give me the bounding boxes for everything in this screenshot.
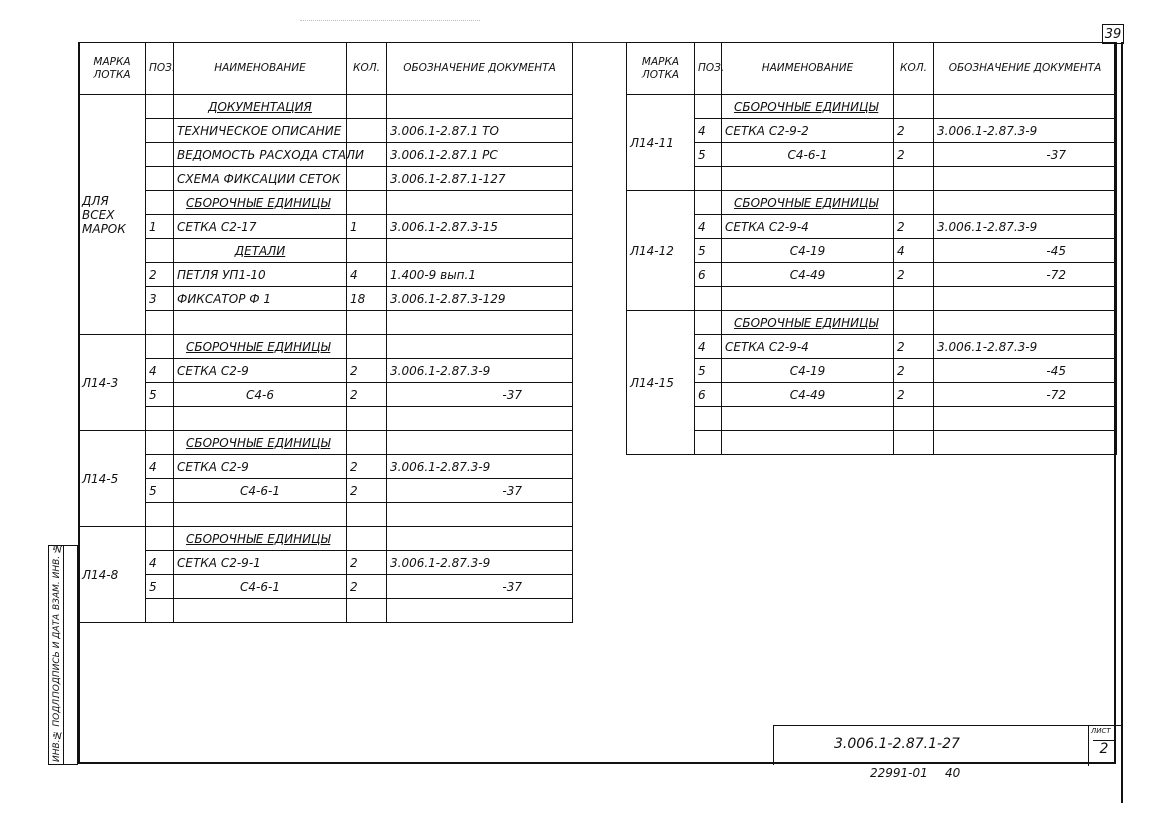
pos-cell [695,287,722,311]
pos-cell [146,407,174,431]
doc-cell [934,407,1117,431]
qty-cell: 2 [347,575,387,599]
qty-cell: 2 [894,383,934,407]
table-row [627,143,1117,167]
mark-cell: Л14-15 [627,311,695,455]
pos-cell: 2 [146,263,174,287]
archive-code: 22991-01 [870,766,928,780]
header-qty: КОЛ. [347,43,387,95]
doc-cell [387,527,573,551]
pos-cell: 4 [146,455,174,479]
qty-cell: 18 [347,287,387,311]
name-cell: СЕТКА С2-17 [174,215,347,239]
pos-cell: 4 [695,215,722,239]
doc-cell: 1.400-9 вып.1 [387,263,573,287]
name-cell: С4-49 [722,263,894,287]
doc-cell: -45 [934,359,1117,383]
name-cell: ТЕХНИЧЕСКОЕ ОПИСАНИЕ [174,119,347,143]
qty-cell [347,599,387,623]
pos-cell: 6 [695,383,722,407]
pos-cell [146,431,174,455]
pos-cell [146,191,174,215]
name-cell: С4-49 [722,383,894,407]
frame-right-line [1121,42,1123,803]
document-code: 3.006.1-2.87.1-27 [834,736,960,752]
section-heading: СБОРОЧНЫЕ ЕДИНИЦЫ [186,531,331,546]
pos-cell [695,95,722,119]
mark-cell: Л14-5 [79,431,146,527]
left-table-header [79,43,573,95]
section-heading: СБОРОЧНЫЕ ЕДИНИЦЫ [186,195,331,210]
table-row [79,383,573,407]
doc-cell: 3.006.1-2.87.3-9 [387,359,573,383]
table-row [79,335,573,359]
pos-cell: 4 [146,359,174,383]
right-spec-table [626,42,1117,455]
doc-cell [387,335,573,359]
name-cell: С4-19 [722,359,894,383]
doc-cell: -72 [934,263,1117,287]
sheet-box [1088,726,1122,766]
pos-cell: 6 [695,263,722,287]
name-cell: СЕТКА С2-9-4 [722,215,894,239]
doc-cell: 3.006.1-2.87.3-9 [934,335,1117,359]
table-row [627,383,1117,407]
table-row [79,527,573,551]
qty-cell: 2 [894,335,934,359]
pos-cell [695,191,722,215]
header-doc: ОБОЗНАЧЕНИЕ ДОКУМЕНТА [387,43,573,95]
pos-cell: 5 [146,479,174,503]
table-row [627,191,1117,215]
doc-cell: 3.006.1-2.87.3-9 [387,551,573,575]
section-heading: ДЕТАЛИ [234,243,286,258]
sheet-number: 2 [1093,740,1115,757]
name-cell: ВЕДОМОСТЬ РАСХОДА СТАЛИ [174,143,347,167]
qty-cell: 2 [894,119,934,143]
name-cell: С4-19 [722,239,894,263]
doc-cell: -37 [387,383,573,407]
side-stamp-vzam: ВЗАМ. ИНВ. № [52,543,62,610]
pos-cell: 1 [146,215,174,239]
pos-cell: 3 [146,287,174,311]
doc-cell: 3.006.1-2.87.3-9 [934,119,1117,143]
table-row [79,311,573,335]
qty-cell: 2 [894,143,934,167]
qty-cell [347,407,387,431]
section-heading: ДОКУМЕНТАЦИЯ [208,99,312,114]
name-cell: СЕТКА С2-9 [174,455,347,479]
mark-cell: Л14-3 [79,335,146,431]
name-cell [174,431,347,455]
name-cell [174,407,347,431]
name-cell [722,191,894,215]
header-mark: МАРКА ЛОТКА [79,43,146,95]
table-row [79,575,573,599]
name-cell: ФИКСАТОР Ф 1 [174,287,347,311]
pos-cell: 4 [695,119,722,143]
qty-cell: 2 [894,263,934,287]
left-spec-table [78,42,573,623]
pos-cell: 5 [695,239,722,263]
header-pos: ПОЗ. [146,43,174,95]
table-row [627,167,1117,191]
pos-cell: 4 [695,335,722,359]
name-cell [722,167,894,191]
qty-cell [347,191,387,215]
doc-cell: -72 [934,383,1117,407]
right-table-header [627,43,1117,95]
table-row [627,407,1117,431]
qty-cell: 2 [347,551,387,575]
name-cell: СЕТКА С2-9 [174,359,347,383]
qty-cell [347,311,387,335]
name-cell [174,239,347,263]
table-row [79,143,573,167]
qty-cell: 1 [347,215,387,239]
pos-cell [146,599,174,623]
section-heading: СБОРОЧНЫЕ ЕДИНИЦЫ [186,435,331,450]
header-mark: МАРКА ЛОТКА [627,43,695,95]
doc-cell [934,191,1117,215]
name-cell [722,287,894,311]
pos-cell [695,311,722,335]
qty-cell [347,527,387,551]
name-cell [722,407,894,431]
doc-cell: 3.006.1-2.87.3-9 [934,215,1117,239]
doc-cell [387,95,573,119]
table-row [79,407,573,431]
doc-cell: 3.006.1-2.87.3-15 [387,215,573,239]
pos-cell [695,407,722,431]
name-cell [722,431,894,455]
qty-cell [347,335,387,359]
mark-cell: ДЛЯ ВСЕХ МАРОК [79,95,146,335]
qty-cell [347,167,387,191]
table-row [79,479,573,503]
section-heading: СБОРОЧНЫЕ ЕДИНИЦЫ [734,99,879,114]
table-row [627,119,1117,143]
qty-cell [347,431,387,455]
name-cell: СЕТКА С2-9-1 [174,551,347,575]
doc-cell: -37 [387,575,573,599]
sheet-label: ЛИСТ [1091,727,1111,735]
pos-cell [146,311,174,335]
name-cell [174,527,347,551]
doc-cell: 3.006.1-2.87.1-127 [387,167,573,191]
name-cell [174,191,347,215]
doc-cell [934,95,1117,119]
name-cell: СЕТКА С2-9-2 [722,119,894,143]
pos-cell: 5 [695,143,722,167]
name-cell [174,311,347,335]
header-name: НАИМЕНОВАНИЕ [722,43,894,95]
header-doc: ОБОЗНАЧЕНИЕ ДОКУМЕНТА [934,43,1117,95]
doc-cell: 3.006.1-2.87.3-9 [387,455,573,479]
qty-cell [347,239,387,263]
name-cell [174,95,347,119]
table-row [79,503,573,527]
pos-cell [146,527,174,551]
name-cell [722,311,894,335]
scan-artifact-line [300,20,480,21]
doc-cell [387,407,573,431]
table-row [79,551,573,575]
pos-cell: 4 [146,551,174,575]
doc-cell: 3.006.1-2.87.3-129 [387,287,573,311]
name-cell: С4-6-1 [722,143,894,167]
name-cell [722,95,894,119]
table-row [79,599,573,623]
pos-cell [146,119,174,143]
table-row [79,239,573,263]
section-heading: СБОРОЧНЫЕ ЕДИНИЦЫ [186,339,331,354]
table-row [627,95,1117,119]
side-stamp-signature: ПОДПИСЬ И ДАТА [52,613,62,698]
table-row [627,311,1117,335]
name-cell: С4-6 [174,383,347,407]
pos-cell: 5 [146,575,174,599]
doc-cell: 3.006.1-2.87.1 РС [387,143,573,167]
doc-cell [387,599,573,623]
pos-cell [146,167,174,191]
table-row [79,167,573,191]
pos-cell [146,143,174,167]
header-pos: ПОЗ. [695,43,722,95]
table-row [79,431,573,455]
page-number: 39 [1102,24,1124,44]
doc-cell [387,431,573,455]
table-row [79,359,573,383]
side-stamp-inv: ИНВ.№ ПОДЛ. [52,696,62,762]
mark-cell: Л14-11 [627,95,695,191]
qty-cell [894,191,934,215]
mark-cell: Л14-12 [627,191,695,311]
qty-cell: 2 [347,359,387,383]
doc-cell [387,239,573,263]
doc-cell: -45 [934,239,1117,263]
table-row [79,119,573,143]
table-row [627,431,1117,455]
title-block [773,725,1121,765]
table-row [627,239,1117,263]
table-row [79,263,573,287]
qty-cell [347,119,387,143]
pos-cell [146,503,174,527]
doc-cell: 3.006.1-2.87.1 ТО [387,119,573,143]
header-name: НАИМЕНОВАНИЕ [174,43,347,95]
doc-cell [934,311,1117,335]
table-row [627,263,1117,287]
table-row [627,359,1117,383]
section-heading: СБОРОЧНЫЕ ЕДИНИЦЫ [734,315,879,330]
doc-cell [387,311,573,335]
name-cell: СЕТКА С2-9-4 [722,335,894,359]
mark-cell: Л14-8 [79,527,146,623]
qty-cell: 4 [347,263,387,287]
qty-cell: 4 [894,239,934,263]
table-row [79,95,573,119]
pos-cell [146,239,174,263]
table-row [79,287,573,311]
pos-cell [146,335,174,359]
name-cell: СХЕМА ФИКСАЦИИ СЕТОК [174,167,347,191]
doc-cell: -37 [387,479,573,503]
doc-cell: -37 [934,143,1117,167]
name-cell [174,599,347,623]
name-cell: ПЕТЛЯ УП1-10 [174,263,347,287]
pos-cell [695,167,722,191]
table-row [627,287,1117,311]
qty-cell: 2 [894,359,934,383]
name-cell [174,335,347,359]
qty-cell: 2 [347,455,387,479]
header-qty: КОЛ. [894,43,934,95]
table-row [79,191,573,215]
qty-cell [894,167,934,191]
name-cell: С4-6-1 [174,575,347,599]
qty-cell [894,95,934,119]
table-row [627,335,1117,359]
qty-cell [894,311,934,335]
table-row [627,215,1117,239]
archive-page: 40 [945,766,961,780]
doc-cell [387,191,573,215]
table-row [79,215,573,239]
pos-cell: 5 [695,359,722,383]
pos-cell: 5 [146,383,174,407]
qty-cell [347,503,387,527]
pos-cell [695,431,722,455]
doc-cell [934,167,1117,191]
name-cell [174,503,347,527]
qty-cell [347,95,387,119]
section-heading: СБОРОЧНЫЕ ЕДИНИЦЫ [734,195,879,210]
name-cell: С4-6-1 [174,479,347,503]
qty-cell: 2 [347,479,387,503]
doc-cell [934,287,1117,311]
table-row [79,455,573,479]
qty-cell [894,407,934,431]
qty-cell: 2 [347,383,387,407]
doc-cell [934,431,1117,455]
doc-cell [387,503,573,527]
qty-cell: 2 [894,215,934,239]
pos-cell [146,95,174,119]
qty-cell [894,287,934,311]
qty-cell [894,431,934,455]
